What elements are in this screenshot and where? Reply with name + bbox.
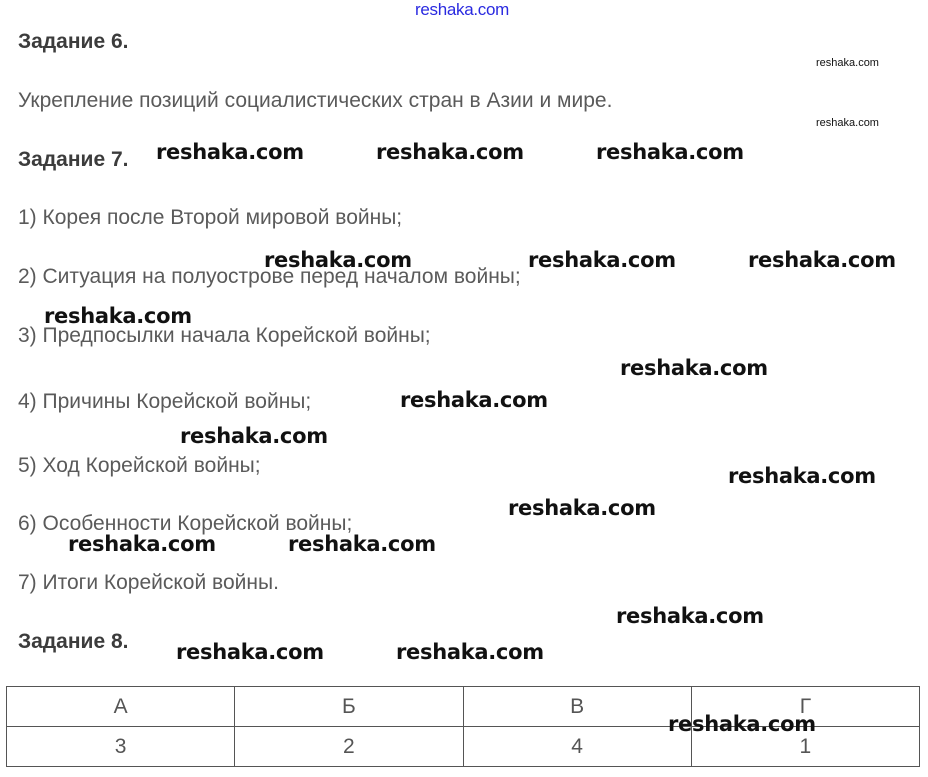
watermark: reshaka.com <box>180 424 328 448</box>
watermark: reshaka.com <box>508 496 656 520</box>
watermark-small: reshaka.com <box>816 117 879 129</box>
table-header-cell: В <box>463 687 691 727</box>
task7-item-5: 5) Ход Корейской войны; <box>18 454 261 477</box>
table-cell: 2 <box>235 727 463 767</box>
task7-title: Задание 7. <box>18 148 129 171</box>
task7-item-7: 7) Итоги Корейской войны. <box>18 571 279 594</box>
watermark: reshaka.com <box>396 640 544 664</box>
task6-title: Задание 6. <box>18 30 129 53</box>
table-header-cell: Б <box>235 687 463 727</box>
table-header-cell: А <box>7 687 235 727</box>
task8-title: Задание 8. <box>18 630 129 653</box>
watermark-small: reshaka.com <box>816 57 879 69</box>
watermark: reshaka.com <box>596 140 744 164</box>
watermark: reshaka.com <box>376 140 524 164</box>
watermark: reshaka.com <box>620 356 768 380</box>
watermark: reshaka.com <box>748 248 896 272</box>
task6-answer: Укрепление позиций социалистических стран в Азии и мире. <box>18 89 613 112</box>
watermark: reshaka.com <box>156 140 304 164</box>
table-cell: 1 <box>691 727 919 767</box>
task7-item-1: 1) Корея после Второй мировой войны; <box>18 206 403 229</box>
site-watermark-header: reshaka.com <box>415 0 510 19</box>
table-cell: 3 <box>7 727 235 767</box>
watermark: reshaka.com <box>616 604 764 628</box>
task7-item-2: 2) Ситуация на полуострове перед началом войны; <box>18 265 521 288</box>
task7-item-3: 3) Предпосылки начала Корейской войны; <box>18 324 431 347</box>
watermark: reshaka.com <box>528 248 676 272</box>
watermark: reshaka.com <box>176 640 324 664</box>
watermark: reshaka.com <box>68 532 216 556</box>
task7-item-6: 6) Особенности Корейской войны; <box>18 512 353 535</box>
table-cell: 4 <box>463 727 691 767</box>
watermark: reshaka.com <box>288 532 436 556</box>
task7-item-4: 4) Причины Корейской войны; <box>18 390 312 413</box>
watermark: reshaka.com <box>44 304 192 328</box>
watermark: reshaka.com <box>728 464 876 488</box>
table-header-cell: Г <box>691 687 919 727</box>
watermark: reshaka.com <box>400 388 548 412</box>
watermark: reshaka.com <box>264 248 412 272</box>
watermark: reshaka.com <box>668 712 816 736</box>
